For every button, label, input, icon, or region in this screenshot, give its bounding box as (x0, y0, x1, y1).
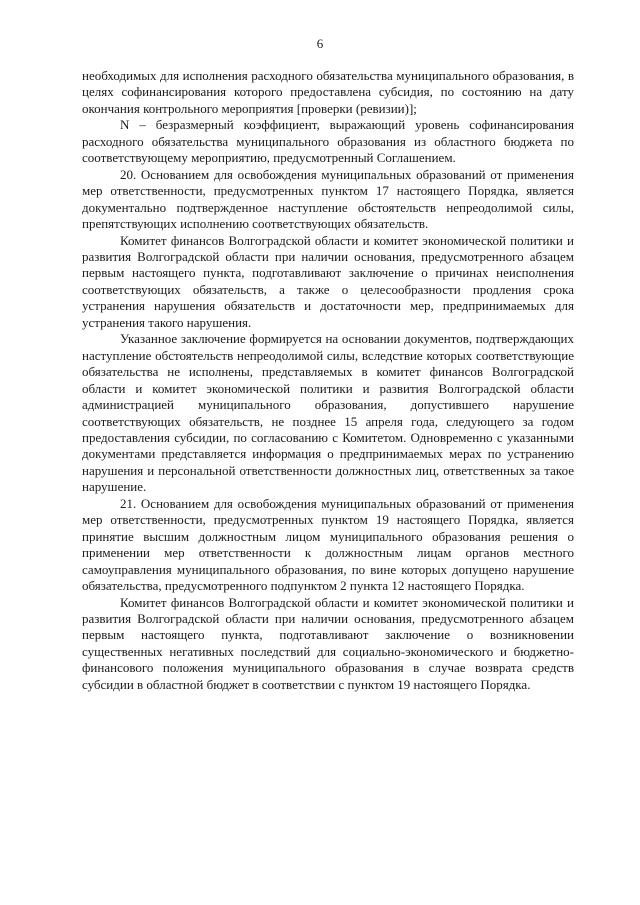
paragraph-item-21-conclusion: Комитет финансов Волгоградской области и комитет экономической политики и развития Волгоградской области при наличии основания, предусмотренного абзацем первым настоящего пункта, подготавливают заключение о возникновении существенных негативных последствий для социально-экономического и бюджетно-финансового положения муниципального образования в случае возврата средств субсидии в областной бюджет в соответствии с пунктом 19 настоящего Порядка. (82, 594, 574, 692)
paragraph-item-20-conclusion: Комитет финансов Волгоградской области и комитет экономической политики и развития Волгоградской области при наличии основания, предусмотренного абзацем первым настоящего пункта, подготавливают заключение о причинах неисполнения соответствующих обязательств, а также о целесообразности продления срока устранения нарушения обязательств и достаточности мер, предпринимаемых для устранения такого нарушения. (82, 232, 574, 330)
paragraph-item-21: 21. Основанием для освобождения муниципальных образований от применения мер ответственности, предусмотренных пунктом 19 настоящего Порядка, является принятие высшим должностным лицом муниципального образования решения о применении мер ответственности к должностным лицам органов местного самоуправления муниципального образования, по вине которых допущено нарушение обязательства, предусмотренного подпунктом 2 пункта 12 настоящего Порядка. (82, 495, 574, 594)
paragraph-item-20: 20. Основанием для освобождения муниципальных образований от применения мер ответственности, предусмотренных пунктом 17 настоящего Порядка, является документально подтвержденное наступление обстоятельств непреодолимой силы, препятствующих исполнению соответствующих обязательств. (82, 166, 574, 232)
paragraph-continuation: необходимых для исполнения расходного обязательства муниципального образования, в целях софинансирования которого предоставлена субсидия, по состоянию на дату окончания контрольного мероприятия [проверки (ревизии)]; (82, 68, 574, 116)
page-number: 6 (316, 36, 324, 51)
paragraph-item-20-documents: Указанное заключение формируется на основании документов, подтверждающих наступление обстоятельств непреодолимой силы, вследствие которых соответствующие обязательства не исполнены, представляемых в комитет финансов Волгоградской области и комитет экономической политики и развития Волгоградской области администрацией муниципального образования, допустившего нарушение соответствующих обязательств, не позднее 15 апреля года, следующего за годом предоставления субсидии, по согласованию с Комитетом. Одновременно с указанными документами представляется информация о предпринимаемых мерах по устранению нарушения и персональной ответственности должностных лиц, ответственных за такое нарушение. (82, 331, 574, 495)
paragraph-coefficient-n: N – безразмерный коэффициент, выражающий уровень софинансирования расходного обязательства муниципального образования из областного бюджета по соответствующему мероприятию, предусмотренный Соглашением. (82, 117, 574, 166)
document-body (82, 68, 574, 693)
